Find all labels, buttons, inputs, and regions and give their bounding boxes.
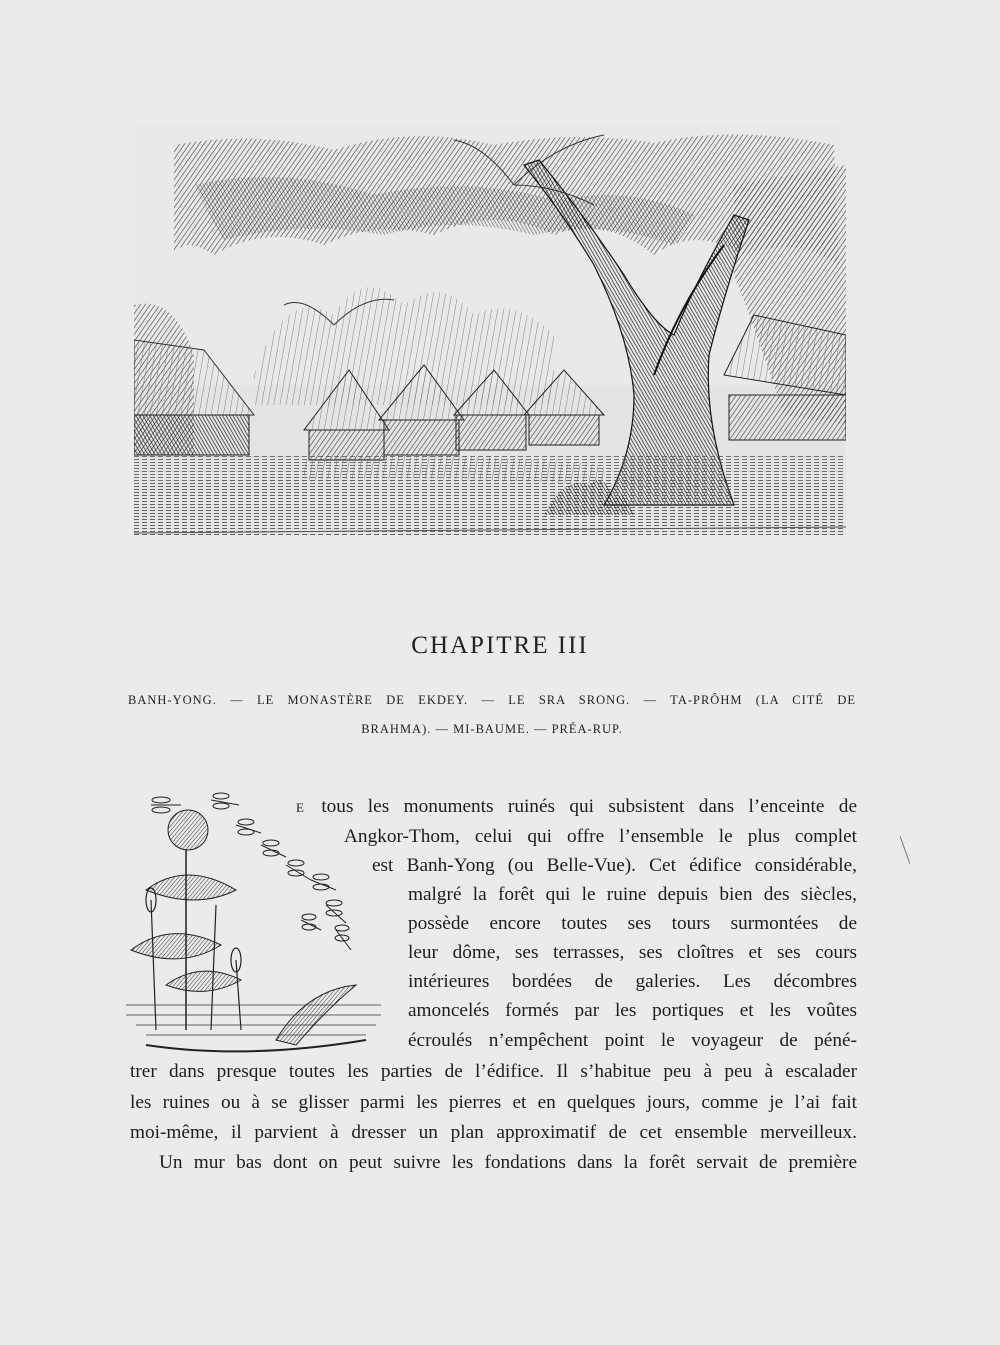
body-line-2: Angkor-Thom, celui qui offre l’ensemble le plus complet (344, 826, 857, 847)
body-line-9: écroulés n’empêchent point le voyageur de péné- (408, 1030, 857, 1051)
body-line-6: leur dôme, ses terrasses, ses cloîtres et ses cours (408, 942, 857, 963)
body-line-11: les ruines ou à se glisser parmi les pierres et en quelques jours, comme je l’ai fait (130, 1092, 857, 1113)
body-line-1-text: tous les monuments ruinés qui subsistent dans l’enceinte de (321, 796, 857, 817)
chapter-title: CHAPITRE III (411, 632, 589, 659)
body-line-13: Un mur bas dont on peut suivre les fondations dans la forêt servait de première (159, 1152, 857, 1173)
body-line-4: malgré la forêt qui le ruine depuis bien des siècles, (408, 884, 857, 905)
body-line-10: trer dans presque toutes les parties de l’édifice. Il s’habitue peu à peu à escalader (130, 1061, 857, 1082)
body-line-12: moi-même, il parvient à dresser un plan approximatif de cet ensemble merveilleux. (130, 1122, 857, 1143)
margin-mark (900, 836, 910, 866)
body-line-7: intérieures bordées de galeries. Les décombres (408, 971, 857, 992)
chapter-summary-line-2: BRAHMA). — MI-BAUME. — PRÉA-RUP. (361, 722, 623, 736)
body-line-8: amoncelés formés par les portiques et les voûtes (408, 1000, 857, 1021)
header-engraving (134, 125, 846, 535)
body-line-3: est Banh-Yong (ou Belle-Vue). Cet édifice considérable, (372, 855, 857, 876)
body-line-5: possède encore toutes ses tours surmontées de (408, 913, 857, 934)
drop-cap: E (296, 800, 305, 815)
chapter-summary-line-1: BANH-YONG. — LE MONASTÈRE DE EKDEY. — LE SRA SRONG. — TA-PRÔHM (LA CITÉ DE (128, 693, 856, 707)
body-line-1 (296, 796, 857, 818)
